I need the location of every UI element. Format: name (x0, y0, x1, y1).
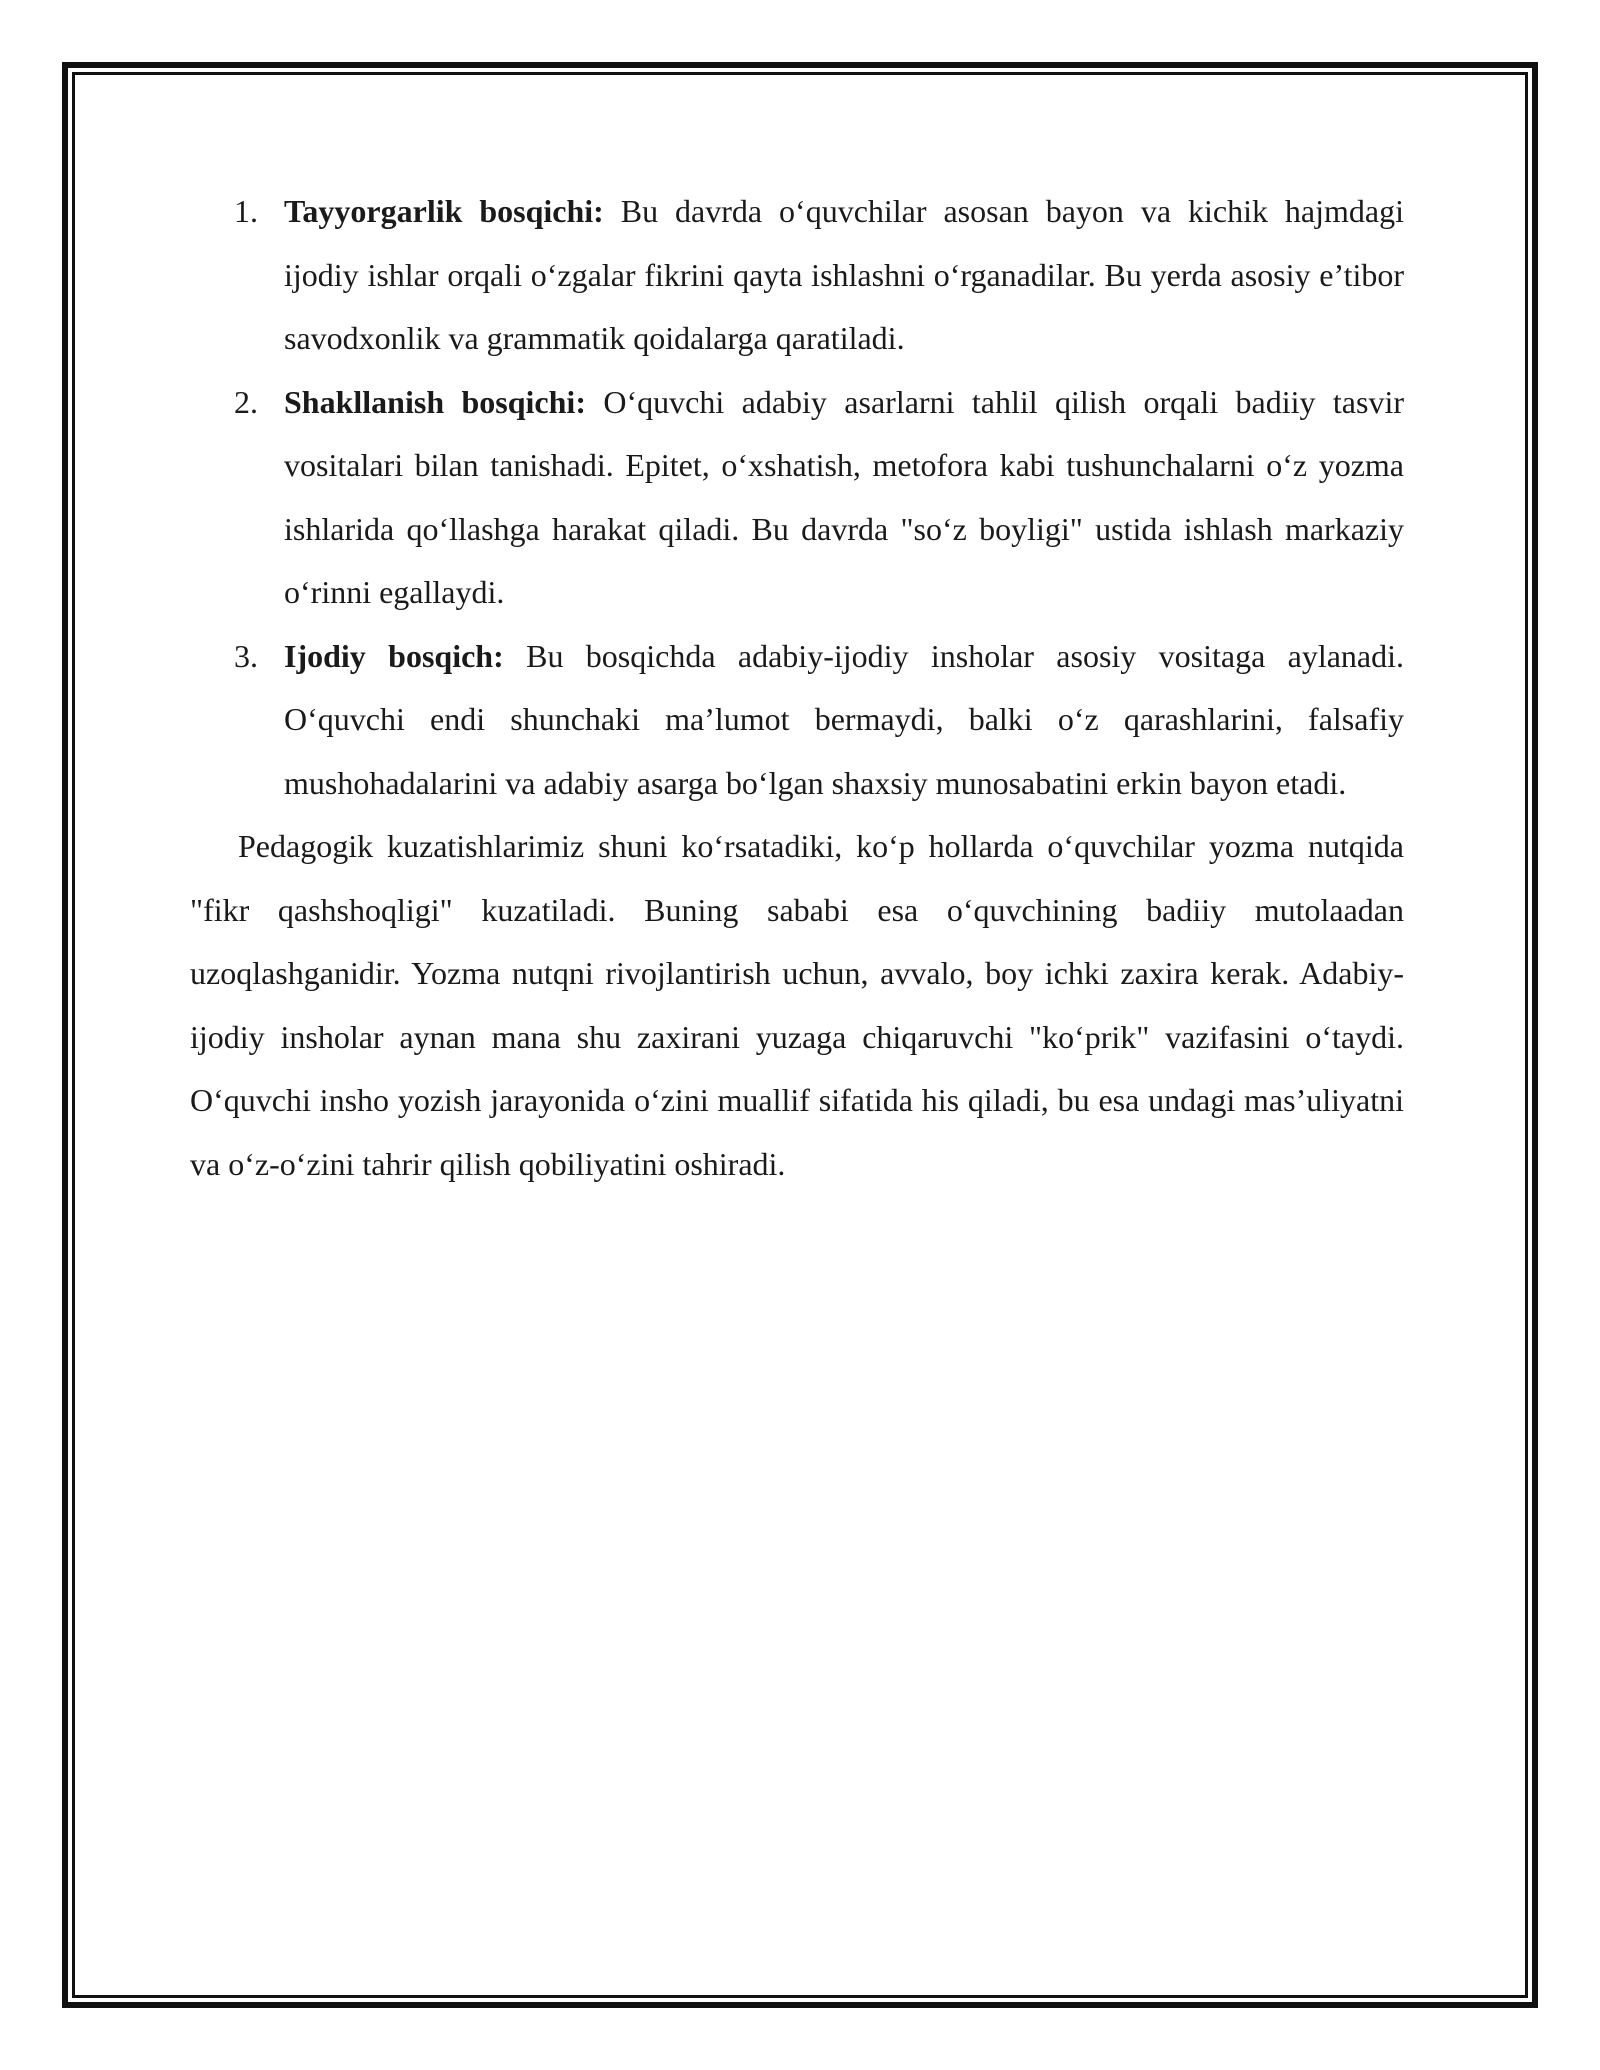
list-item (190, 180, 1404, 371)
body-paragraph: Pedagogik kuzatishlarimiz shuni ko‘rsatadiki, ko‘p hollarda o‘quvchilar yozma nutqida "fikr qashshoqligi" kuzatiladi. Buning sababi esa o‘quvchining badiiy mutolaadan uzoqlashganidir. Yozma nutqni rivojlantirish uchun, avvalo, boy ichki zaxira kerak. Adabiy-ijodiy insholar aynan mana shu zaxirani yuzaga chiqaruvchi "ko‘prik" vazifasini o‘taydi. O‘quvchi insho yozish jarayonida o‘zini muallif sifatida his qiladi, bu esa undagi mas’uliyatni va o‘z-o‘zini tahrir qilish qobiliyatini oshiradi. (190, 828, 1404, 1182)
list-text: Bu bosqichda adabiy-ijodiy insholar asosiy vositaga aylanadi. O‘quvchi endi shunchaki ma’lumot bermaydi, balki o‘z qarashlarini, falsafiy mushohadalarini va adabiy asarga bo‘lgan shaxsiy munosabatini erkin bayon etadi. (284, 637, 1405, 801)
list-term: Shakllanish bosqichi: (284, 383, 586, 420)
stages-list (190, 180, 1404, 815)
list-item (190, 625, 1404, 816)
list-text: O‘quvchi adabiy asarlarni tahlil qilish orqali badiiy tasvir vositalari bilan tanishadi. Epitet, o‘xshatish, metofora kabi tushunchalarni o‘z yozma ishlarida qo‘llashga harakat qiladi. Bu davrda "so‘z boyligi" ustida ishlash markaziy o‘rinni egallaydi. (284, 383, 1405, 610)
list-term: Tayyorgarlik bosqichi: (284, 193, 604, 229)
document-body (190, 180, 1404, 1196)
list-text: Bu davrda o‘quvchilar asosan bayon va kichik hajmdagi ijodiy ishlar orqali o‘zgalar fikrini qayta ishlashni o‘rganadilar. Bu yerda asosiy e’tibor savodxonlik va grammatik qoidalarga qaratiladi. (284, 193, 1404, 356)
list-number: 1. (234, 193, 258, 229)
list-term: Ijodiy bosqich: (284, 637, 504, 674)
list-number: 3. (234, 637, 258, 674)
list-item (190, 371, 1404, 625)
list-number: 2. (234, 383, 258, 420)
